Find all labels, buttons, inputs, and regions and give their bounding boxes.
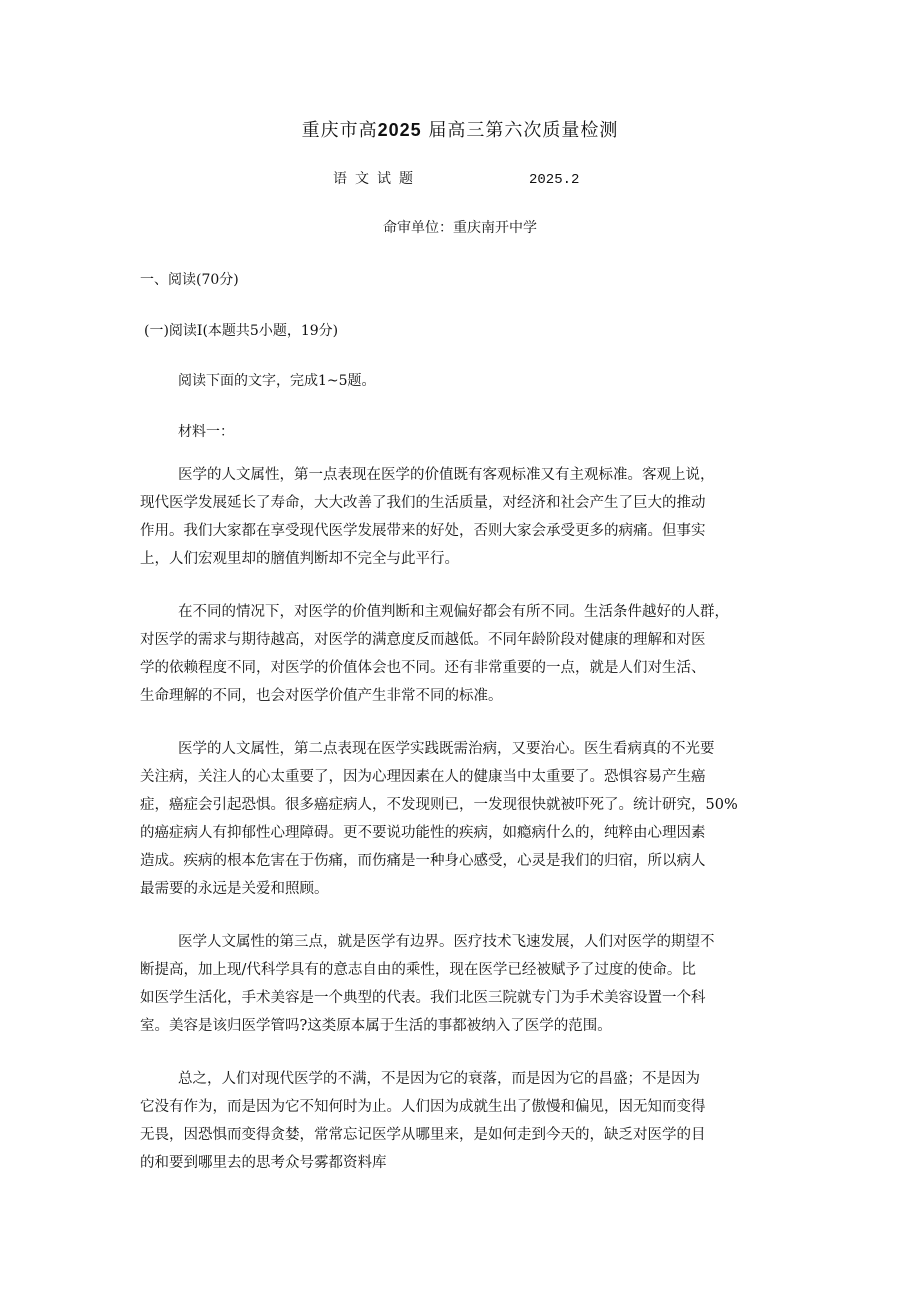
exam-title (0, 116, 920, 142)
paragraph-line: 在不同的情况下，对医学的价值判断和主观偏好都会有所不同。生活条件越好的人群， (178, 604, 729, 620)
setter-unit: 命审单位：重庆南开中学 (383, 220, 537, 236)
paragraph-line: 对医学的需求与期待越高，对医学的满意度反而越低。不同年龄阶段对健康的理解和对医 (140, 632, 706, 648)
material-label: 材料一： (178, 424, 234, 440)
paragraph-line: 现代医学发展延长了寿命，大大改善了我们的生活质量，对经济和社会产生了巨大的推动 (140, 495, 706, 511)
paragraph-line: 最需要的永远是关爱和照顾。 (140, 881, 329, 897)
paragraph-line: 医学的人文属性，第二点表现在医学实践既需治病，又要治心。医生看病真的不光要 (178, 741, 715, 757)
exam-date: 2025.2 (529, 172, 580, 188)
paragraph-line: 断提高，加上现/代科学具有的意志自由的乘性，现在医学已经被赋予了过度的使命。比 (140, 962, 696, 978)
section-reading-heading: 一、阅读(70分) (140, 272, 239, 288)
paragraph-line: 医学的人文属性，第一点表现在医学的价值既有客观标准又有主观标准。客观上说， (178, 467, 715, 483)
paragraph-3 (140, 735, 780, 903)
paragraph-2 (140, 598, 780, 710)
paragraph-line: 症，癌症会引起恐惧。很多癌症病人，不发现则已，一发现很快就被吓死了。统计研究，50% (140, 797, 738, 813)
paragraph-line: 的和要到哪里去的思考众号雾都资料库 (140, 1155, 387, 1171)
subject-label: 语文试题 (333, 171, 421, 187)
subsection-reading-one-heading: (一)阅读Ⅰ(本题共5小题，19分) (144, 323, 339, 339)
paragraph-line: 关注病，关注人的心太重要了，因为心理因素在人的健康当中太重要了。恐惧容易产生癌 (140, 769, 706, 785)
subject-date-line (333, 168, 579, 188)
paragraph-line: 室。美容是该归医学管吗?这类原本属于生活的事都被纳入了医学的范围。 (140, 1018, 612, 1034)
paragraph-5 (140, 1065, 780, 1177)
paragraph-line: 造成。疾病的根本危害在于伤痛，而伤痛是一种身心感受，心灵是我们的归宿，所以病人 (140, 853, 706, 869)
title-suffix: 届高三第六次质量检测 (421, 120, 619, 141)
title-prefix: 重庆市高 (301, 120, 378, 141)
paragraph-line: 上，人们宏观里却的膪值判断却不完全与此平行。 (140, 551, 459, 567)
paragraph-line: 学的依赖程度不同，对医学的价值体会也不同。还有非常重要的一点，就是人们对生活、 (140, 660, 706, 676)
title-year: 2025 (377, 120, 422, 140)
paragraph-line: 它没有作为，而是因为它不知何时为止。人们因为成就生出了傲慢和偏见，因无知而变得 (140, 1099, 706, 1115)
instruction-text: 阅读下面的文字，完成1~5题。 (178, 373, 376, 389)
paragraph-line: 的癌症病人有抑郁性心理障碍。更不要说功能性的疾病，如瘾病什么的，纯粹由心理因素 (140, 825, 706, 841)
paragraph-4 (140, 928, 780, 1040)
paragraph-line: 无畏，因恐惧而变得贪婪，常常忘记医学从哪里来，是如何走到今天的，缺乏对医学的目 (140, 1127, 706, 1143)
paragraph-line: 医学人文属性的第三点，就是医学有边界。医疗技术飞速发展，人们对医学的期望不 (178, 934, 715, 950)
paragraph-line: 作用。我们大家都在享受现代医学发展带来的好处，否则大家会承受更多的病痛。但事实 (140, 523, 706, 539)
paragraph-line: 总之，人们对现代医学的不满，不是因为它的衰落，而是因为它的昌盛；不是因为 (178, 1071, 700, 1087)
paragraph-line: 如医学生活化，手术美容是一个典型的代表。我们北医三院就专门为手术美容设置一个科 (140, 990, 706, 1006)
paragraph-line: 生命理解的不同，也会对医学价值产生非常不同的标准。 (140, 688, 503, 704)
paragraph-1 (140, 461, 780, 573)
